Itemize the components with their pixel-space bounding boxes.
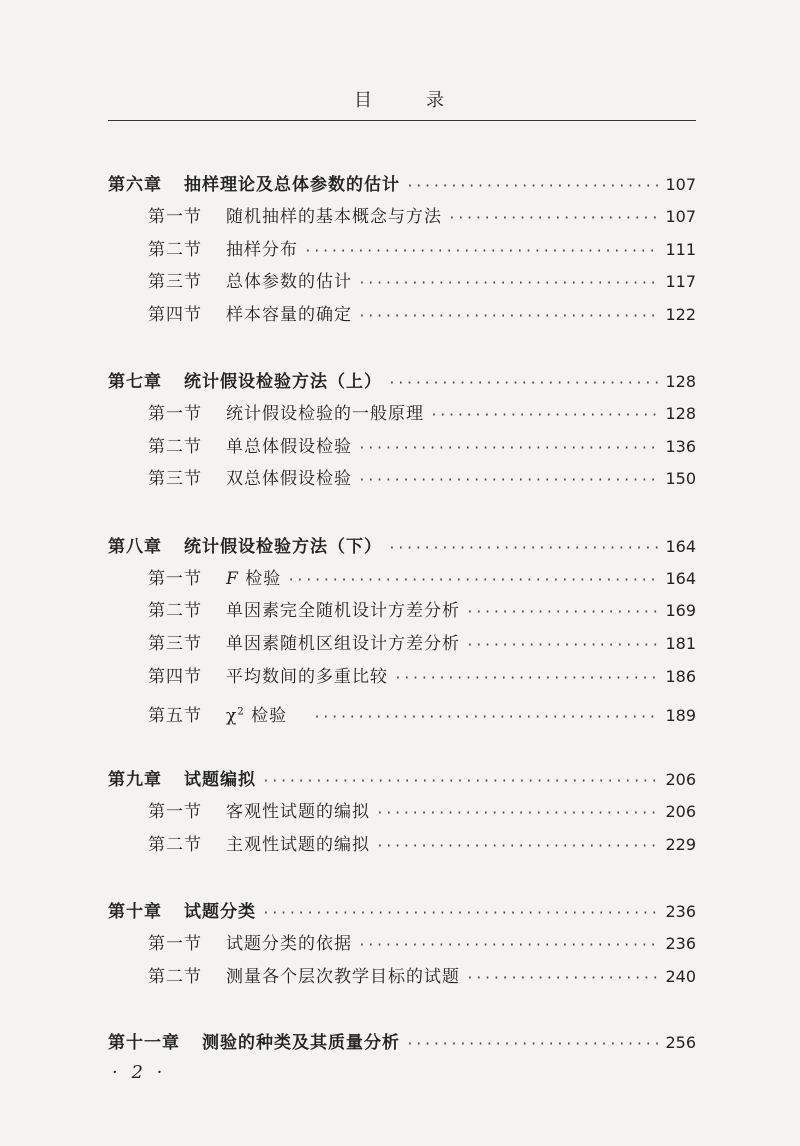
toc-section-10-1[interactable] bbox=[148, 932, 696, 956]
page-number: 189 bbox=[665, 706, 696, 725]
section-number: 第三节 bbox=[148, 634, 202, 654]
dot-leader bbox=[406, 1033, 659, 1057]
section-title: 双总体假设检验 bbox=[226, 469, 352, 489]
section-title: 单因素随机区组设计方差分析 bbox=[226, 634, 460, 654]
toc-section-7-2[interactable] bbox=[148, 435, 696, 459]
chapter-number: 第十章 bbox=[108, 902, 162, 922]
title-char-2: 录 bbox=[426, 90, 446, 111]
dot-leader bbox=[466, 601, 659, 625]
dot-leader bbox=[376, 802, 659, 826]
dot-leader bbox=[262, 770, 659, 794]
section-title: 样本容量的确定 bbox=[226, 305, 352, 325]
chapter-number: 第八章 bbox=[108, 537, 162, 557]
dot-leader bbox=[358, 469, 659, 493]
section-title: 单因素完全随机设计方差分析 bbox=[226, 601, 460, 621]
chapter-title: 试题分类 bbox=[184, 902, 256, 922]
chapter-number: 第十一章 bbox=[108, 1033, 180, 1053]
section-title-text: 检验 bbox=[238, 569, 282, 589]
section-number: 第二节 bbox=[148, 240, 202, 260]
section-title: 随机抽样的基本概念与方法 bbox=[226, 207, 442, 227]
toc-chapter-10[interactable] bbox=[108, 900, 696, 924]
section-number: 第四节 bbox=[148, 667, 202, 687]
page-title bbox=[0, 86, 800, 112]
chi-symbol: χ bbox=[226, 706, 238, 726]
page-number: 206 bbox=[665, 802, 696, 821]
page-number: 256 bbox=[665, 1033, 696, 1052]
toc-section-10-2[interactable] bbox=[148, 965, 696, 989]
toc-section-9-2[interactable] bbox=[148, 833, 696, 857]
page-number: 150 bbox=[665, 469, 696, 488]
section-number: 第一节 bbox=[148, 569, 202, 589]
page-number: 107 bbox=[665, 207, 696, 226]
section-title: 抽样分布 bbox=[226, 240, 298, 260]
section-title: 统计假设检验的一般原理 bbox=[226, 404, 424, 424]
page-number: 136 bbox=[665, 437, 696, 456]
toc-section-6-4[interactable] bbox=[148, 303, 696, 327]
page-number: 122 bbox=[665, 305, 696, 324]
page-number: 164 bbox=[665, 569, 696, 588]
page-number: 117 bbox=[665, 272, 696, 291]
page-number: 181 bbox=[665, 634, 696, 653]
dot-leader bbox=[358, 437, 659, 461]
toc-chapter-6[interactable] bbox=[108, 173, 696, 197]
section-number: 第三节 bbox=[148, 469, 202, 489]
toc-chapter-11[interactable] bbox=[108, 1031, 696, 1055]
toc-section-7-3[interactable] bbox=[148, 467, 696, 491]
page-number: 107 bbox=[665, 175, 696, 194]
header-rule bbox=[108, 120, 696, 121]
title-char-1: 目 bbox=[354, 90, 374, 111]
section-number: 第二节 bbox=[148, 601, 202, 621]
section-number: 第一节 bbox=[148, 404, 202, 424]
section-number: 第二节 bbox=[148, 967, 202, 987]
toc-chapter-8[interactable] bbox=[108, 535, 696, 559]
page-number: 128 bbox=[665, 404, 696, 423]
section-title: 试题分类的依据 bbox=[226, 934, 352, 954]
toc-section-9-1[interactable] bbox=[148, 800, 696, 824]
section-number: 第三节 bbox=[148, 272, 202, 292]
section-number: 第一节 bbox=[148, 802, 202, 822]
dot-leader bbox=[376, 835, 659, 859]
toc-section-8-2[interactable] bbox=[148, 599, 696, 623]
toc-section-6-3[interactable] bbox=[148, 270, 696, 294]
page-footer-number: · 2 · bbox=[112, 1062, 167, 1083]
dot-leader bbox=[313, 706, 659, 730]
page-number: 240 bbox=[665, 967, 696, 986]
dot-leader bbox=[358, 272, 659, 296]
page-number: 206 bbox=[665, 770, 696, 789]
page-number: 169 bbox=[665, 601, 696, 620]
section-title bbox=[226, 704, 287, 728]
section-title: 客观性试题的编拟 bbox=[226, 802, 370, 822]
section-title: 主观性试题的编拟 bbox=[226, 835, 370, 855]
section-title-text: 检验 bbox=[244, 706, 288, 726]
chapter-title: 统计假设检验方法（上） bbox=[184, 372, 382, 392]
chapter-number: 第六章 bbox=[108, 175, 162, 195]
page-number: 186 bbox=[665, 667, 696, 686]
toc-section-8-3[interactable] bbox=[148, 632, 696, 656]
toc-section-8-4[interactable] bbox=[148, 665, 696, 689]
f-symbol: F bbox=[226, 569, 239, 589]
section-title: 测量各个层次教学目标的试题 bbox=[226, 967, 460, 987]
section-title: 总体参数的估计 bbox=[226, 272, 352, 292]
section-number: 第二节 bbox=[148, 437, 202, 457]
dot-leader bbox=[358, 305, 659, 329]
page-number: 236 bbox=[665, 934, 696, 953]
page-number: 128 bbox=[665, 372, 696, 391]
dot-leader bbox=[430, 404, 659, 428]
page-number: 236 bbox=[665, 902, 696, 921]
dot-leader bbox=[358, 934, 659, 958]
dot-leader bbox=[287, 569, 659, 593]
section-number: 第二节 bbox=[148, 835, 202, 855]
chapter-title: 试题编拟 bbox=[184, 770, 256, 790]
dot-leader bbox=[394, 667, 659, 691]
section-number: 第一节 bbox=[148, 207, 202, 227]
toc-section-6-2[interactable] bbox=[148, 238, 696, 262]
toc-section-6-1[interactable] bbox=[148, 205, 696, 229]
dot-leader bbox=[466, 967, 659, 991]
chapter-title: 抽样理论及总体参数的估计 bbox=[184, 175, 400, 195]
dot-leader bbox=[448, 207, 659, 231]
toc-section-7-1[interactable] bbox=[148, 402, 696, 426]
dot-leader bbox=[466, 634, 659, 658]
chapter-title: 统计假设检验方法（下） bbox=[184, 537, 382, 557]
page-number: 164 bbox=[665, 537, 696, 556]
dot-leader bbox=[388, 372, 659, 396]
section-number: 第五节 bbox=[148, 706, 202, 726]
dot-leader bbox=[388, 537, 659, 561]
dot-leader bbox=[262, 902, 659, 926]
page-number: 229 bbox=[665, 835, 696, 854]
section-title bbox=[226, 567, 281, 591]
toc-chapter-9[interactable] bbox=[108, 768, 696, 792]
superscript-2: 2 bbox=[237, 706, 245, 718]
page-number: 111 bbox=[665, 240, 696, 259]
chapter-number: 第七章 bbox=[108, 372, 162, 392]
toc-chapter-7[interactable] bbox=[108, 370, 696, 394]
section-number: 第一节 bbox=[148, 934, 202, 954]
chapter-title: 测验的种类及其质量分析 bbox=[202, 1033, 400, 1053]
dot-leader bbox=[406, 175, 659, 199]
toc-section-8-1[interactable] bbox=[148, 567, 696, 591]
toc-section-8-5[interactable] bbox=[148, 704, 696, 728]
section-title: 单总体假设检验 bbox=[226, 437, 352, 457]
section-number: 第四节 bbox=[148, 305, 202, 325]
dot-leader bbox=[304, 240, 659, 264]
chapter-number: 第九章 bbox=[108, 770, 162, 790]
section-title: 平均数间的多重比较 bbox=[226, 667, 388, 687]
